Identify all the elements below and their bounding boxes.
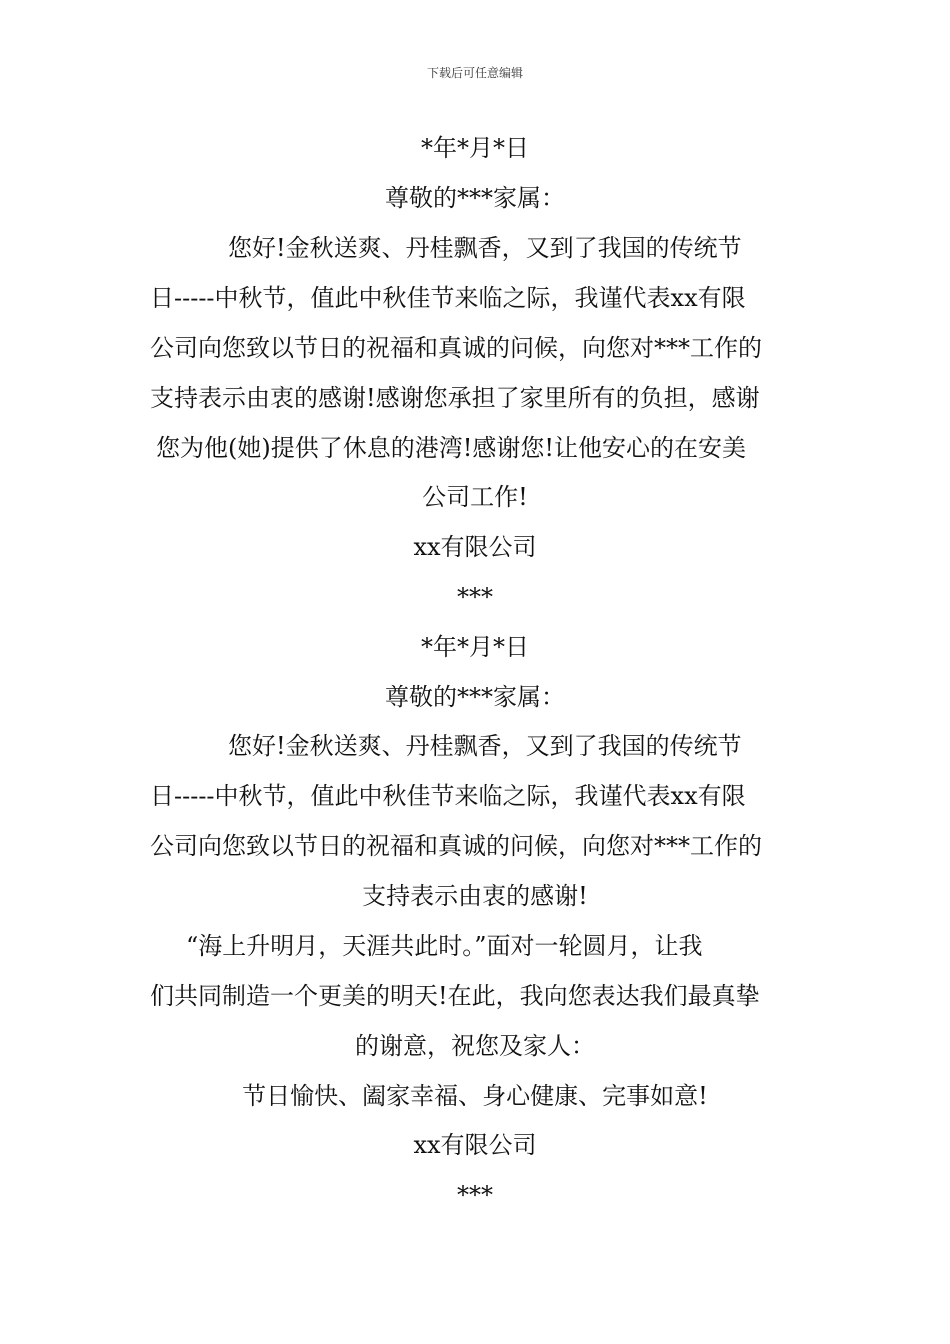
paragraph-line: 您好!金秋送爽、丹桂飘香，又到了我国的传统节: [228, 234, 742, 262]
signature-company: xx有限公司: [413, 533, 537, 561]
signature-company: xx有限公司: [413, 1131, 537, 1159]
paragraph-line: 公司工作!: [422, 483, 528, 511]
paragraph-line: 公司向您致以节日的祝福和真诚的问候，向您对***工作的: [150, 832, 762, 860]
page-header: 下载后可任意编辑: [426, 66, 523, 80]
salutation: 尊敬的***家属：: [385, 683, 565, 711]
signature-name: ***: [457, 1181, 493, 1209]
signature-name: ***: [457, 583, 493, 611]
paragraph-line: 们共同制造一个更美的明天!在此，我向您表达我们最真挚: [150, 982, 760, 1010]
paragraph-line: “海上升明月，天涯共此时。”面对一轮圆月，让我: [186, 932, 703, 960]
salutation: 尊敬的***家属：: [385, 184, 565, 212]
paragraph-line: 日-----中秋节，值此中秋佳节来临之际，我谨代表xx有限: [150, 284, 746, 312]
paragraph-line: 您好!金秋送爽、丹桂飘香，又到了我国的传统节: [228, 732, 742, 760]
paragraph-line: 的谢意，祝您及家人：: [355, 1032, 595, 1060]
date-line: *年*月*日: [421, 633, 529, 661]
paragraph-line: 支持表示由衷的感谢!: [362, 882, 588, 910]
paragraph-line: 您为他(她)提供了休息的港湾!感谢您!让他安心的在安美: [156, 434, 747, 462]
paragraph-line: 日-----中秋节，值此中秋佳节来临之际，我谨代表xx有限: [150, 782, 746, 810]
paragraph-line: 支持表示由衷的感谢!感谢您承担了家里所有的负担，感谢: [150, 384, 760, 412]
date-line: *年*月*日: [421, 134, 529, 162]
paragraph-line: 公司向您致以节日的祝福和真诚的问候，向您对***工作的: [150, 334, 762, 362]
wishes-line: 节日愉快、阖家幸福、身心健康、完事如意!: [242, 1082, 708, 1110]
